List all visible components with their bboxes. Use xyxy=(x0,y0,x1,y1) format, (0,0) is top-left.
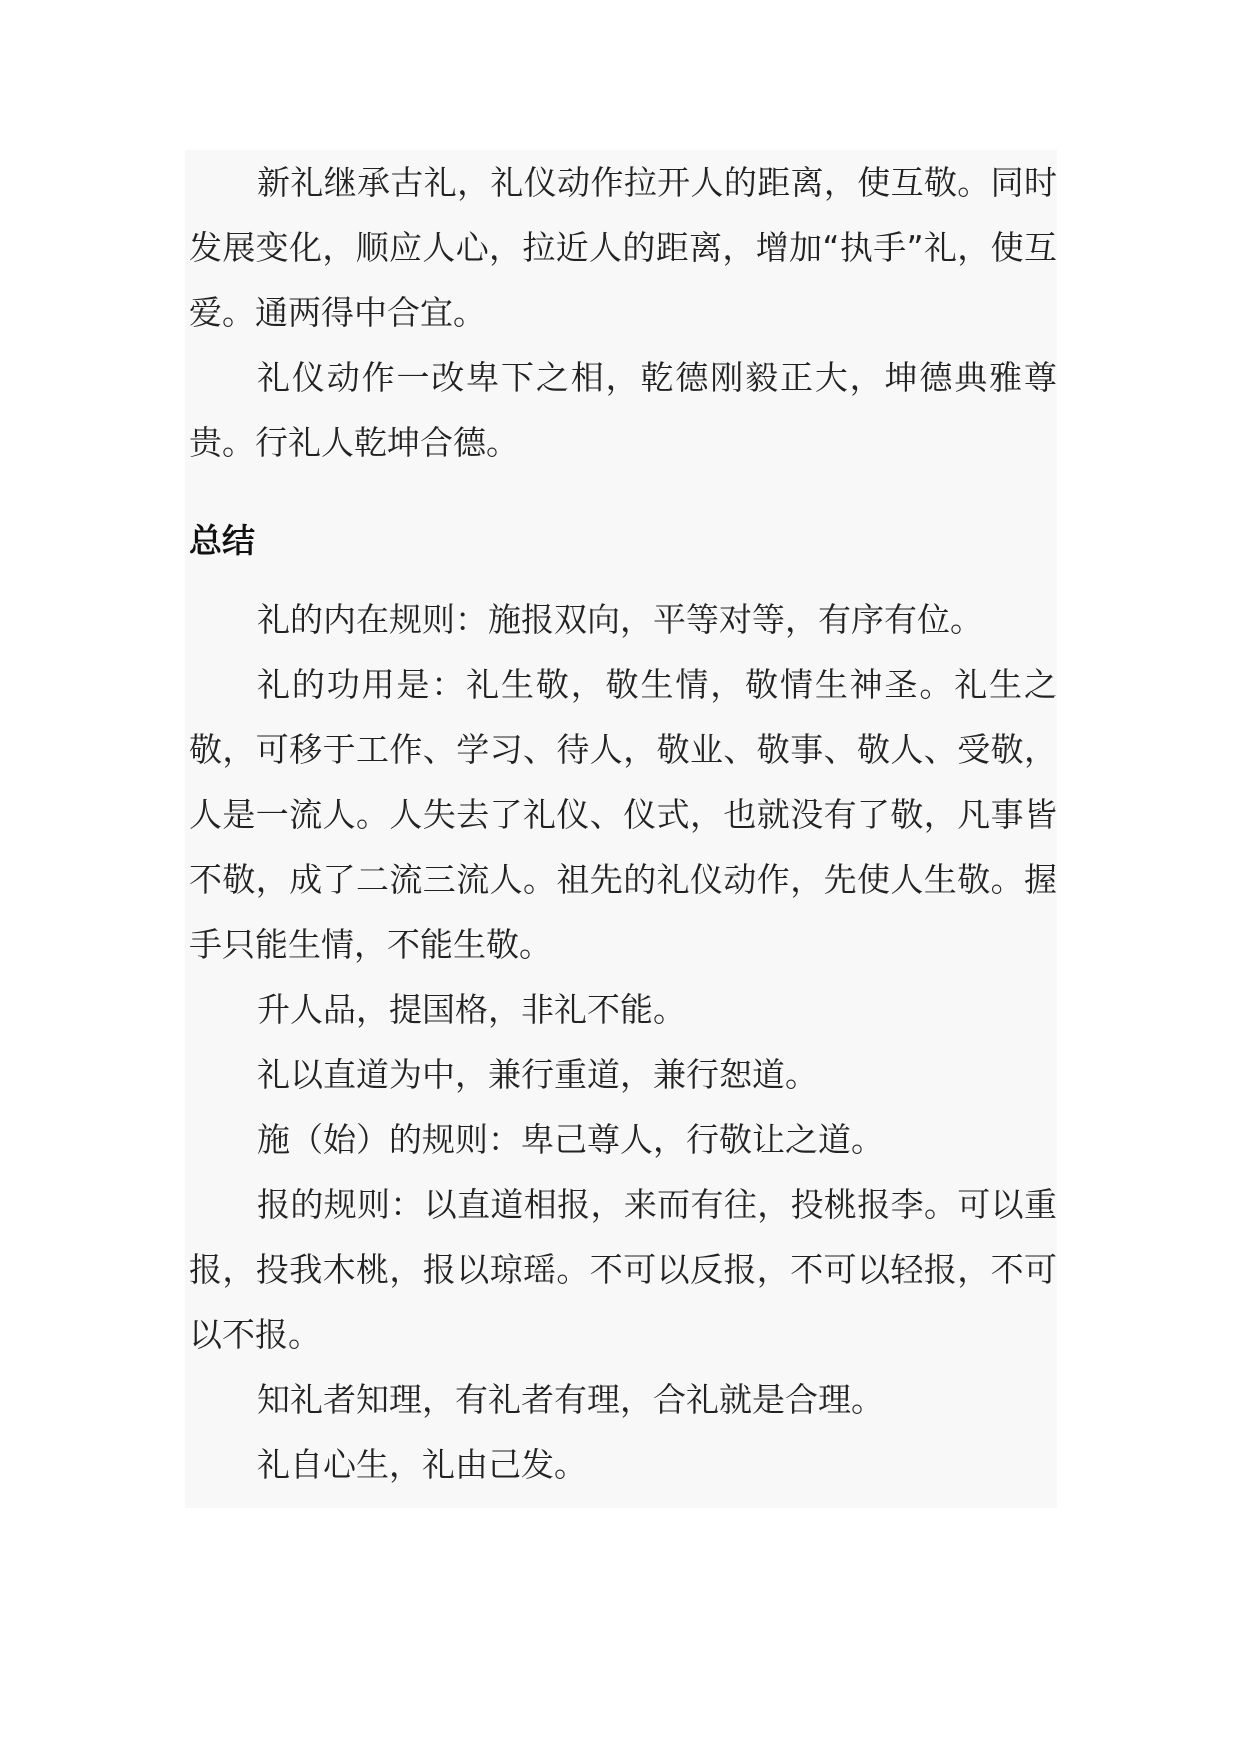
paragraph: 礼的内在规则：施报双向，平等对等，有序有位。 xyxy=(257,600,983,639)
section-heading: 总结 xyxy=(189,521,255,560)
paragraph: 礼仪动作一改卑下之相，乾德刚毅正大，坤德典雅尊贵。行礼人乾坤合德。 xyxy=(189,358,1057,462)
paragraph: 升人品，提国格，非礼不能。 xyxy=(257,990,686,1029)
paragraph: 礼自心生，礼由己发。 xyxy=(257,1445,587,1484)
document-body xyxy=(185,150,1057,1508)
paragraph: 礼以直道为中，兼行重道，兼行恕道。 xyxy=(257,1055,818,1094)
paragraph: 报的规则：以直道相报，来而有往，投桃报李。可以重报，投我木桃，报以琼瑶。不可以反报，不可以轻报，不可以不报。 xyxy=(189,1185,1057,1354)
paragraph: 礼的功用是：礼生敬，敬生情，敬情生神圣。礼生之敬，可移于工作、学习、待人，敬业、敬事、敬人、受敬，人是一流人。人失去了礼仪、仪式，也就没有了敬，凡事皆不敬，成了二流三流人。祖先的礼仪动作，先使人生敬。握手只能生情，不能生敬。 xyxy=(189,665,1057,964)
paragraph: 新礼继承古礼，礼仪动作拉开人的距离，使互敬。同时发展变化，顺应人心，拉近人的距离，增加“执手”礼，使互爱。通两得中合宜。 xyxy=(189,163,1057,332)
paragraph: 施（始）的规则：卑己尊人，行敬让之道。 xyxy=(257,1120,884,1159)
spacer xyxy=(185,475,1057,521)
paragraph: 知礼者知理，有礼者有理，合礼就是合理。 xyxy=(257,1380,884,1419)
spacer xyxy=(185,561,1057,587)
